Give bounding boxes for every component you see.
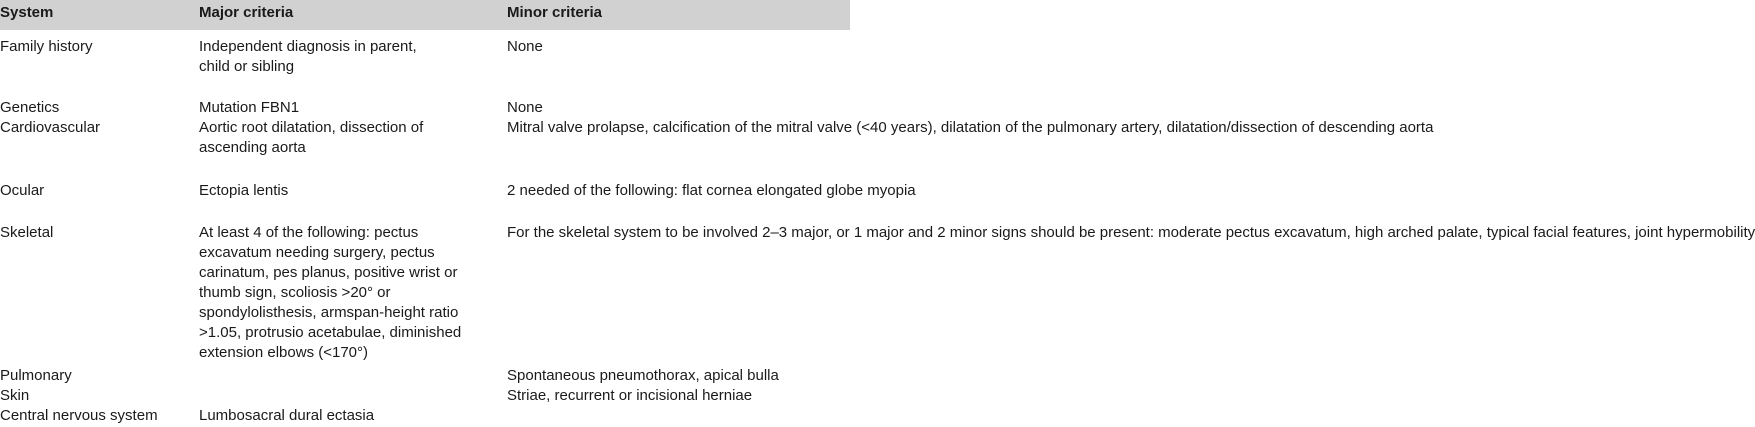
cell-system: Ocular [0, 182, 45, 199]
cell-minor: Striae, recurrent or incisional herniae [507, 387, 753, 404]
cell-system: Central nervous system [0, 407, 158, 424]
cell-major: At least 4 of the following: pectus excavatum needing surgery, pectus carinatum, pes planus, positive wrist or thumb sign, scoliosis >20° or spondylolisthesis, armspan-height ratio >1.05, protrusio acetabulae, diminished extension elbows (<170°) [199, 224, 462, 361]
cell-major: Ectopia lentis [199, 182, 289, 199]
cell-system: Skin [0, 387, 30, 404]
cell-minor: Mitral valve prolapse, calcification of the mitral valve (<40 years), dilatation of the pulmonary artery, dilatation/dissection of descending aorta [507, 119, 1434, 136]
cell-major: Lumbosacral dural ectasia [199, 407, 375, 424]
cell-minor: 2 needed of the following: flat cornea elongated globe myopia [507, 182, 916, 199]
header-minor-criteria: Minor criteria [507, 4, 603, 21]
cell-major: Aortic root dilatation, dissection of ascending aorta [199, 119, 424, 156]
cell-system: Genetics [0, 99, 60, 116]
cell-minor: Spontaneous pneumothorax, apical bulla [507, 367, 779, 384]
header-system: System [0, 4, 54, 21]
cell-minor: None [507, 99, 543, 116]
cell-system: Family history [0, 38, 93, 55]
cell-major: Independent diagnosis in parent, child or sibling [199, 38, 417, 75]
table-header [0, 0, 850, 30]
cell-minor: For the skeletal system to be involved 2–3 major, or 1 major and 2 minor signs should be present: moderate pectus excavatum, high arched palate, typical facial features, joint hypermobility [507, 224, 1755, 241]
header-major-criteria: Major criteria [199, 4, 294, 21]
cell-major: Mutation FBN1 [199, 99, 300, 116]
cell-system: Skeletal [0, 224, 54, 241]
cell-system: Cardiovascular [0, 119, 101, 136]
cell-minor: None [507, 38, 543, 55]
cell-system: Pulmonary [0, 367, 72, 384]
